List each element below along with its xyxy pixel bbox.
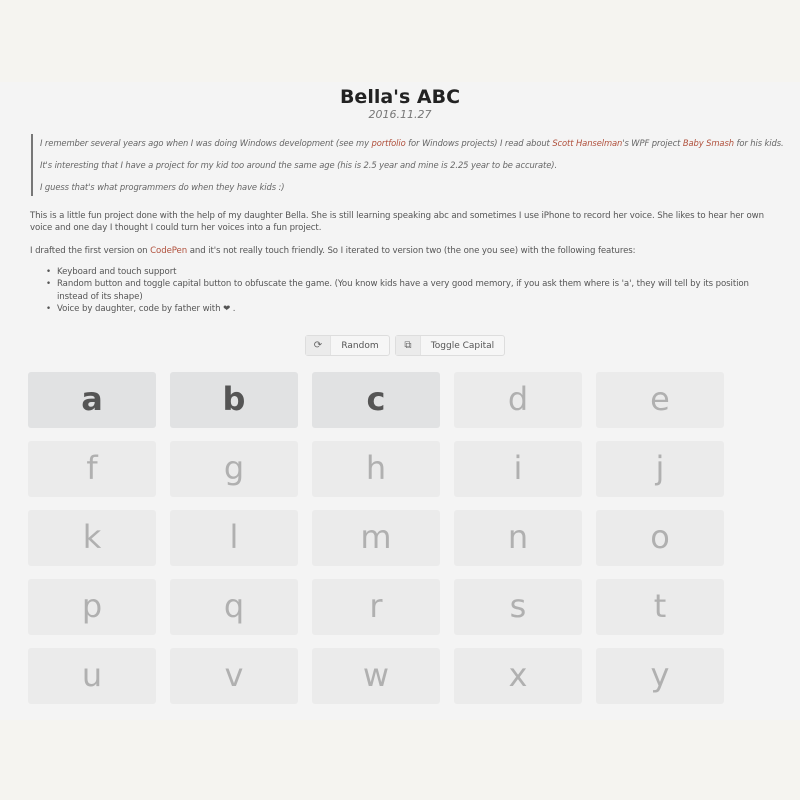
letter-grid <box>28 372 724 704</box>
version-text: I drafted the first version on <box>30 246 151 256</box>
codepen-link[interactable]: CodePen <box>150 246 188 256</box>
scott-hanselman-link[interactable]: Scott Hanselman <box>552 138 623 148</box>
refresh-icon: ⟳ <box>306 336 331 355</box>
letter-tile-s[interactable]: s <box>454 579 582 635</box>
letter-tile-k[interactable]: k <box>28 510 156 566</box>
version-text: and it's not really touch friendly. So I iterated to version two (the one you see) with the following features: <box>187 246 636 256</box>
quote-text: for his kids. <box>733 138 784 148</box>
quote-text: I remember several years ago when I was doing Windows development (see my <box>40 138 372 148</box>
feature-suffix: . <box>230 304 236 315</box>
feature-item: • Keyboard and touch support <box>57 266 777 278</box>
post-date: 2016.11.27 <box>368 108 432 121</box>
feature-item: • Random button and toggle capital button to obfuscate the game. (You know kids have a very good memory, if you ask them where is 'a', they will tell by its position instead of its shape) <box>57 278 777 303</box>
random-button[interactable] <box>305 335 390 356</box>
letter-tile-i[interactable]: i <box>454 441 582 497</box>
feature-item <box>57 303 777 315</box>
letter-tile-a[interactable]: a <box>28 372 156 428</box>
feature-text: Voice by daughter, code by father with <box>57 304 221 315</box>
letter-tile-p[interactable]: p <box>28 579 156 635</box>
quote-text: 's WPF project <box>622 138 683 148</box>
letter-tile-m[interactable]: m <box>312 510 440 566</box>
letter-tile-u[interactable]: u <box>28 648 156 704</box>
letter-tile-r[interactable]: r <box>312 579 440 635</box>
letter-tile-y[interactable]: y <box>596 648 724 704</box>
letter-tile-e[interactable]: e <box>596 372 724 428</box>
letter-tile-f[interactable]: f <box>28 441 156 497</box>
baby-smash-link[interactable]: Baby Smash <box>682 138 734 148</box>
toggle-capital-button-label: Toggle Capital <box>430 340 495 351</box>
letter-tile-g[interactable]: g <box>170 441 298 497</box>
intro-blockquote <box>31 134 784 196</box>
quote-line-2: It's interesting that I have a project for my kid too around the same age (his is 2.5 year and mine is 2.25 year to be accurate). <box>40 160 557 170</box>
letter-tile-w[interactable]: w <box>312 648 440 704</box>
portfolio-link[interactable]: portfolio <box>371 138 406 148</box>
version-paragraph <box>30 245 785 257</box>
letter-tile-t[interactable]: t <box>596 579 724 635</box>
letter-tile-c[interactable]: c <box>312 372 440 428</box>
letter-tile-d[interactable]: d <box>454 372 582 428</box>
random-button-label: Random <box>341 340 379 351</box>
letter-tile-h[interactable]: h <box>312 441 440 497</box>
toggle-capital-button[interactable] <box>395 335 505 356</box>
page-title: Bella's ABC <box>339 86 461 108</box>
letter-tile-q[interactable]: q <box>170 579 298 635</box>
quote-line-1 <box>40 138 784 148</box>
quote-line-3: I guess that's what programmers do when they have kids :) <box>40 182 285 192</box>
quote-text: for Windows projects) I read about <box>405 138 553 148</box>
letter-tile-b[interactable]: b <box>170 372 298 428</box>
letter-tile-v[interactable]: v <box>170 648 298 704</box>
letter-tile-o[interactable]: o <box>596 510 724 566</box>
intro-paragraph: This is a little fun project done with the help of my daughter Bella. She is still learning speaking abc and sometimes I use iPhone to record her voice. She likes to hear her own voice and one day I thought I could turn her voices into a fun project. <box>30 211 764 233</box>
heart-icon: ❤ <box>223 304 231 315</box>
translate-icon: ⧉ <box>396 336 421 355</box>
letter-tile-x[interactable]: x <box>454 648 582 704</box>
letter-tile-n[interactable]: n <box>454 510 582 566</box>
feature-list <box>57 266 777 316</box>
letter-tile-j[interactable]: j <box>596 441 724 497</box>
letter-tile-l[interactable]: l <box>170 510 298 566</box>
